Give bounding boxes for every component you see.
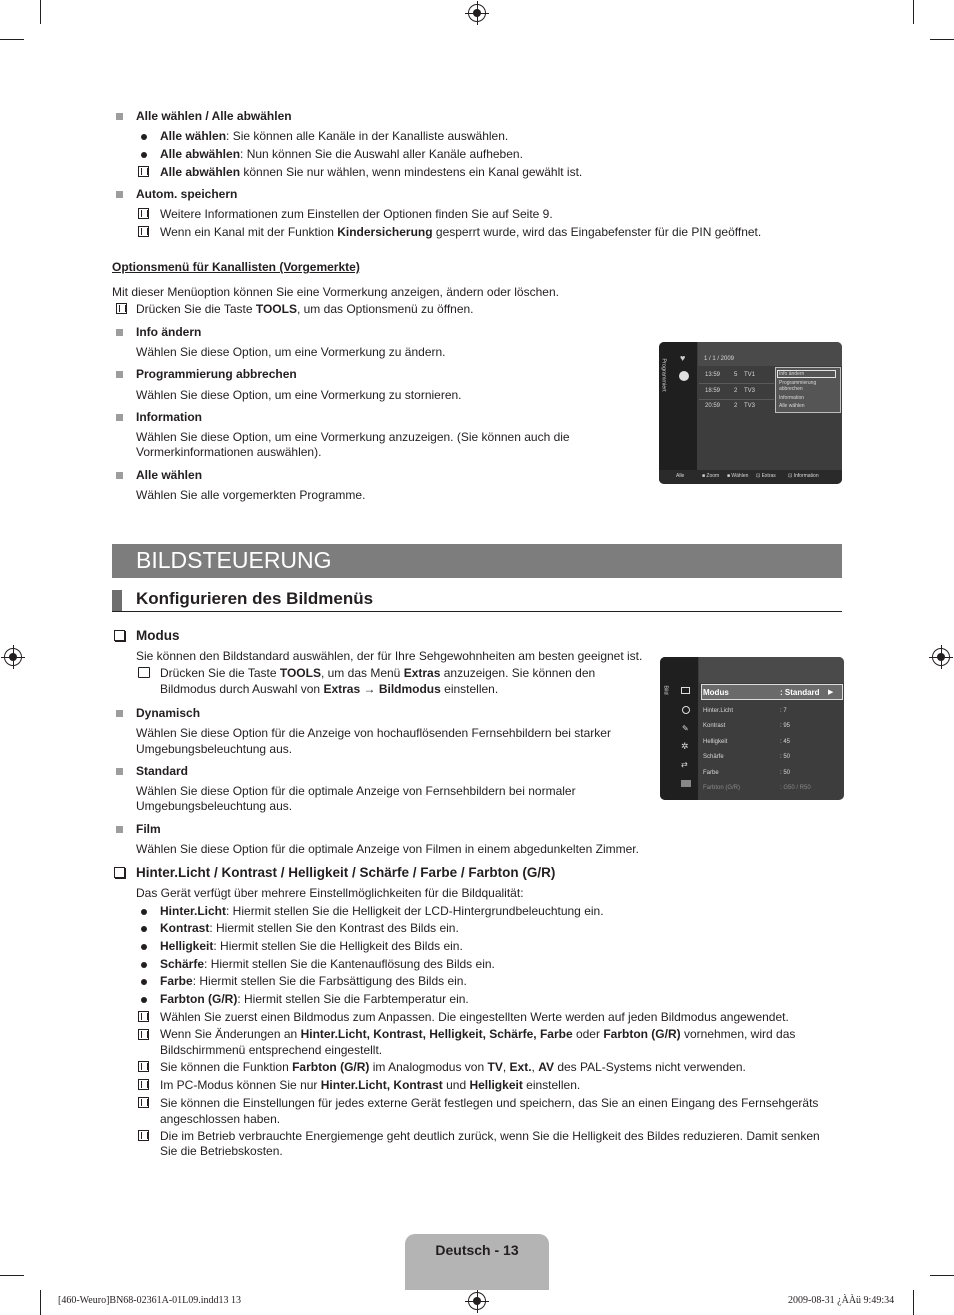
application-icon [681, 780, 691, 787]
note-icon [138, 1097, 149, 1108]
crop-mark [40, 0, 41, 24]
item-desc: Umgebungsbeleuchtung aus. [136, 799, 293, 813]
note-icon [138, 208, 149, 219]
note-text: Wenn ein Kanal mit der Funktion Kindersicherung gesperrt wurde, wird das Eingabefenster für die PIN geöffnet. [160, 225, 762, 239]
modus-title: Modus [136, 628, 180, 643]
menu-value: : 45 [780, 739, 791, 745]
options-intro: Mit dieser Menüoption können Sie eine Vormerkung anzeigen, ändern oder löschen. [112, 285, 559, 299]
note-text: Sie können die Funktion Farbton (G/R) im Analogmodus von TV, Ext., AV des PAL-Systems nicht verwenden. [160, 1060, 746, 1074]
sound-icon [682, 706, 690, 714]
schedule-date: 1 / 1 / 2009 [704, 356, 735, 362]
crop-mark [0, 1275, 24, 1276]
bullet-icon [141, 962, 147, 968]
clock-icon [679, 371, 689, 381]
item-desc: Wählen Sie alle vorgemerkten Programme. [136, 488, 366, 502]
registration-mark-icon [468, 4, 486, 22]
note-icon [138, 226, 149, 237]
square-bullet-icon [116, 768, 123, 775]
popup-item[interactable]: Alle wählen [779, 403, 805, 409]
note-icon [138, 1061, 149, 1072]
tools-note: Drücken Sie die Taste TOOLS, um das Menü Extras anzuzeigen. Sie können den [160, 666, 596, 680]
channel-icon: ✎ [682, 724, 689, 733]
popup-item[interactable]: Info ändern [779, 371, 805, 377]
footer-select: ■ Wählen [727, 473, 749, 479]
item-desc: Vormerkinformationen auswählen). [136, 445, 322, 459]
square-bullet-icon [116, 113, 123, 120]
square-bullet-icon [116, 826, 123, 833]
item-desc: Wählen Sie diese Option für die optimale Anzeige von Fernsehbildern bei normaler [136, 784, 576, 798]
crop-mark [913, 1290, 914, 1315]
note-icon [138, 1079, 149, 1090]
square-bullet-icon [116, 371, 123, 378]
schedule-channel: TV3 [744, 403, 756, 409]
options-heading: Optionsmenü für Kanallisten (Vorgemerkte) [112, 260, 360, 274]
schedule-time: 20:59 [705, 403, 721, 409]
checkbox-bullet-icon [114, 867, 125, 878]
picture-icon [681, 687, 690, 694]
hinter-intro: Das Gerät verfügt über mehrere Einstellmöglichkeiten für die Bildqualität: [136, 886, 524, 900]
schedule-time: 18:59 [705, 388, 721, 394]
item-desc: Wählen Sie diese Option, um eine Vormerkung zu ändern. [136, 345, 446, 359]
item-title: Dynamisch [136, 706, 201, 720]
square-bullet-icon [116, 329, 123, 336]
bullet-text: Kontrast: Hiermit stellen Sie den Kontrast des Bilds ein. [160, 921, 459, 935]
item-desc: Umgebungsbeleuchtung aus. [136, 742, 293, 756]
note-icon [138, 166, 149, 177]
note-text: Im PC-Modus können Sie nur Hinter.Licht, Kontrast und Helligkeit einstellen. [160, 1078, 581, 1092]
item-title: Autom. speichern [136, 187, 238, 201]
popup-item[interactable]: Programmierung [779, 380, 817, 386]
note-text: Bildschirmmenü entsprechend eingestellt. [160, 1043, 383, 1057]
schedule-screen [659, 342, 842, 484]
screen-side-label: Bild [662, 685, 669, 695]
file-info: [460-Weuro]BN68-02361A-01L09.indd13 13 [58, 1295, 242, 1306]
crop-mark [930, 39, 954, 40]
item-title: Programmierung abbrechen [136, 367, 297, 381]
crop-mark [913, 0, 914, 24]
menu-value: : 50 [780, 770, 791, 776]
subtitle-marker [112, 590, 122, 612]
menu-label[interactable]: Schärfe [703, 754, 724, 760]
bullet-text: Helligkeit: Hiermit stellen Sie die Helligkeit des Bilds ein. [160, 939, 463, 953]
section-subtitle: Konfigurieren des Bildmenüs [136, 589, 374, 608]
screen-side-label: Programmiert [660, 358, 667, 392]
note-text: Alle abwählen können Sie nur wählen, wenn mindestens ein Kanal gewählt ist. [160, 165, 583, 179]
footer-info: ⊡ Information [788, 473, 819, 479]
row-divider [699, 399, 774, 400]
item-desc: Wählen Sie diese Option für die Anzeige von hochauflösenden Fernsehbildern bei starker [136, 726, 611, 740]
tools-icon [138, 667, 150, 678]
note-text: Sie können die Einstellungen für jedes externe Gerät festlegen und speichern, das Sie an einen Eingang des Fernsehgeräts [160, 1096, 819, 1110]
picture-menu-screen [660, 657, 844, 800]
selected-label: Modus [703, 688, 729, 697]
menu-value: : 50 [780, 754, 791, 760]
footer-extras: ⊡ Extras [756, 473, 776, 479]
bullet-icon [141, 926, 147, 932]
arrow-right-icon: ▶ [828, 689, 834, 696]
selected-value: : Standard [780, 688, 820, 697]
bullet-text: Alle abwählen: Nun können Sie die Auswahl aller Kanäle aufheben. [160, 147, 523, 161]
footer-zoom: ■ Zoom [702, 473, 720, 479]
setup-icon: ✲ [681, 741, 689, 751]
page-number: Deutsch - 13 [435, 1242, 519, 1258]
subtitle-rule [112, 611, 842, 612]
bullet-icon [141, 152, 147, 158]
note-text: Wenn Sie Änderungen an Hinter.Licht, Kontrast, Helligkeit, Schärfe, Farbe oder Farbton (G/R) vornehmen, wird das [160, 1027, 796, 1041]
note-text: Sie die Betriebskosten. [160, 1144, 283, 1158]
tools-note: Bildmodus durch Auswahl von Extras → Bildmodus einstellen. [160, 682, 499, 696]
item-title: Standard [136, 764, 189, 778]
modus-intro: Sie können den Bildstandard auswählen, der für Ihre Sehgewohnheiten am besten geeignet ist. [136, 649, 643, 663]
screen-header [699, 657, 844, 683]
note-text: Wählen Sie zuerst einen Bildmodus zum Anpassen. Die eingestellten Werte werden auf jeden Bildmodus angewendet. [160, 1010, 789, 1024]
popup-item[interactable]: abbrechen [779, 386, 803, 392]
schedule-num: 2 [734, 388, 738, 394]
menu-value: : 7 [780, 708, 787, 714]
item-desc: Wählen Sie diese Option, um eine Vormerkung zu stornieren. [136, 388, 462, 402]
heart-icon: ♥ [680, 353, 686, 363]
crop-mark [40, 1290, 41, 1315]
crop-mark [930, 1275, 954, 1276]
input-icon: ⇄ [681, 760, 688, 769]
screen-header [698, 342, 842, 366]
checkbox-bullet-icon [114, 630, 125, 641]
screen-sidebar [660, 657, 698, 800]
menu-value: : 95 [780, 723, 791, 729]
registration-mark-icon [468, 1292, 486, 1310]
square-bullet-icon [116, 472, 123, 479]
item-desc: Wählen Sie diese Option für die optimale Anzeige von Filmen in einem abgedunkelten Zimmer. [136, 842, 639, 856]
square-bullet-icon [116, 414, 123, 421]
item-title: Information [136, 410, 202, 424]
bullet-text: Hinter.Licht: Hiermit stellen Sie die Helligkeit der LCD-Hintergrundbeleuchtung ein. [160, 904, 604, 918]
menu-label-disabled: Farbton (G/R) [703, 785, 741, 791]
note-icon [138, 1011, 149, 1022]
square-bullet-icon [116, 191, 123, 198]
registration-mark-icon [932, 648, 950, 666]
schedule-channel: TV1 [744, 372, 756, 378]
item-title: Alle wählen [136, 468, 203, 482]
item-title: Film [136, 822, 161, 836]
bullet-icon [141, 134, 147, 140]
schedule-num: 5 [734, 372, 738, 378]
bullet-icon [141, 944, 147, 950]
note-icon [116, 303, 127, 314]
bullet-icon [141, 997, 147, 1003]
note-icon [138, 1029, 149, 1040]
hinter-title: Hinter.Licht / Kontrast / Helligkeit / Schärfe / Farbe / Farbton (G/R) [136, 865, 556, 880]
menu-label[interactable]: Kontrast [703, 723, 726, 729]
menu-label[interactable]: Helligkeit [703, 739, 728, 745]
item-desc: Wählen Sie diese Option, um eine Vormerkung anzuzeigen. (Sie können auch die [136, 430, 570, 444]
row-divider [699, 383, 774, 384]
schedule-time: 13:59 [705, 372, 721, 378]
schedule-channel: TV3 [744, 388, 756, 394]
note-icon [138, 1130, 149, 1141]
footer-all: Alle [676, 473, 685, 479]
square-bullet-icon [116, 710, 123, 717]
bullet-icon [141, 909, 147, 915]
item-title: Info ändern [136, 325, 202, 339]
crop-mark [0, 39, 24, 40]
menu-label[interactable]: Farbe [703, 770, 719, 776]
menu-value-disabled: : G50 / R50 [780, 785, 811, 791]
schedule-num: 2 [734, 403, 738, 409]
bullet-text: Schärfe: Hiermit stellen Sie die Kantenauflösung des Bilds ein. [160, 957, 495, 971]
note-text: Drücken Sie die Taste TOOLS, um das Optionsmenü zu öffnen. [136, 302, 474, 316]
menu-label[interactable]: Hinter.Licht [703, 708, 734, 714]
popup-item[interactable]: Information [779, 395, 805, 401]
bullet-text: Farbe: Hiermit stellen Sie die Farbsättigung des Bilds ein. [160, 974, 467, 988]
registration-mark-icon [4, 648, 22, 666]
bullet-icon [141, 979, 147, 985]
note-text: angeschlossen haben. [160, 1112, 281, 1126]
date-info: 2009-08-31 ¿ÀÀü 9:49:34 [788, 1295, 895, 1306]
section-title: BILDSTEUERUNG [136, 547, 332, 573]
note-text: Die im Betrieb verbrauchte Energiemenge geht deutlich zurück, wenn Sie die Helligkeit des Bildes reduzieren. Damit senken [160, 1129, 820, 1143]
item-title: Alle wählen / Alle abwählen [136, 109, 292, 123]
note-text: Weitere Informationen zum Einstellen der Optionen finden Sie auf Seite 9. [160, 207, 553, 221]
bullet-text: Alle wählen: Sie können alle Kanäle in der Kanalliste auswählen. [160, 129, 509, 143]
bullet-text: Farbton (G/R): Hiermit stellen Sie die Farbtemperatur ein. [160, 992, 469, 1006]
